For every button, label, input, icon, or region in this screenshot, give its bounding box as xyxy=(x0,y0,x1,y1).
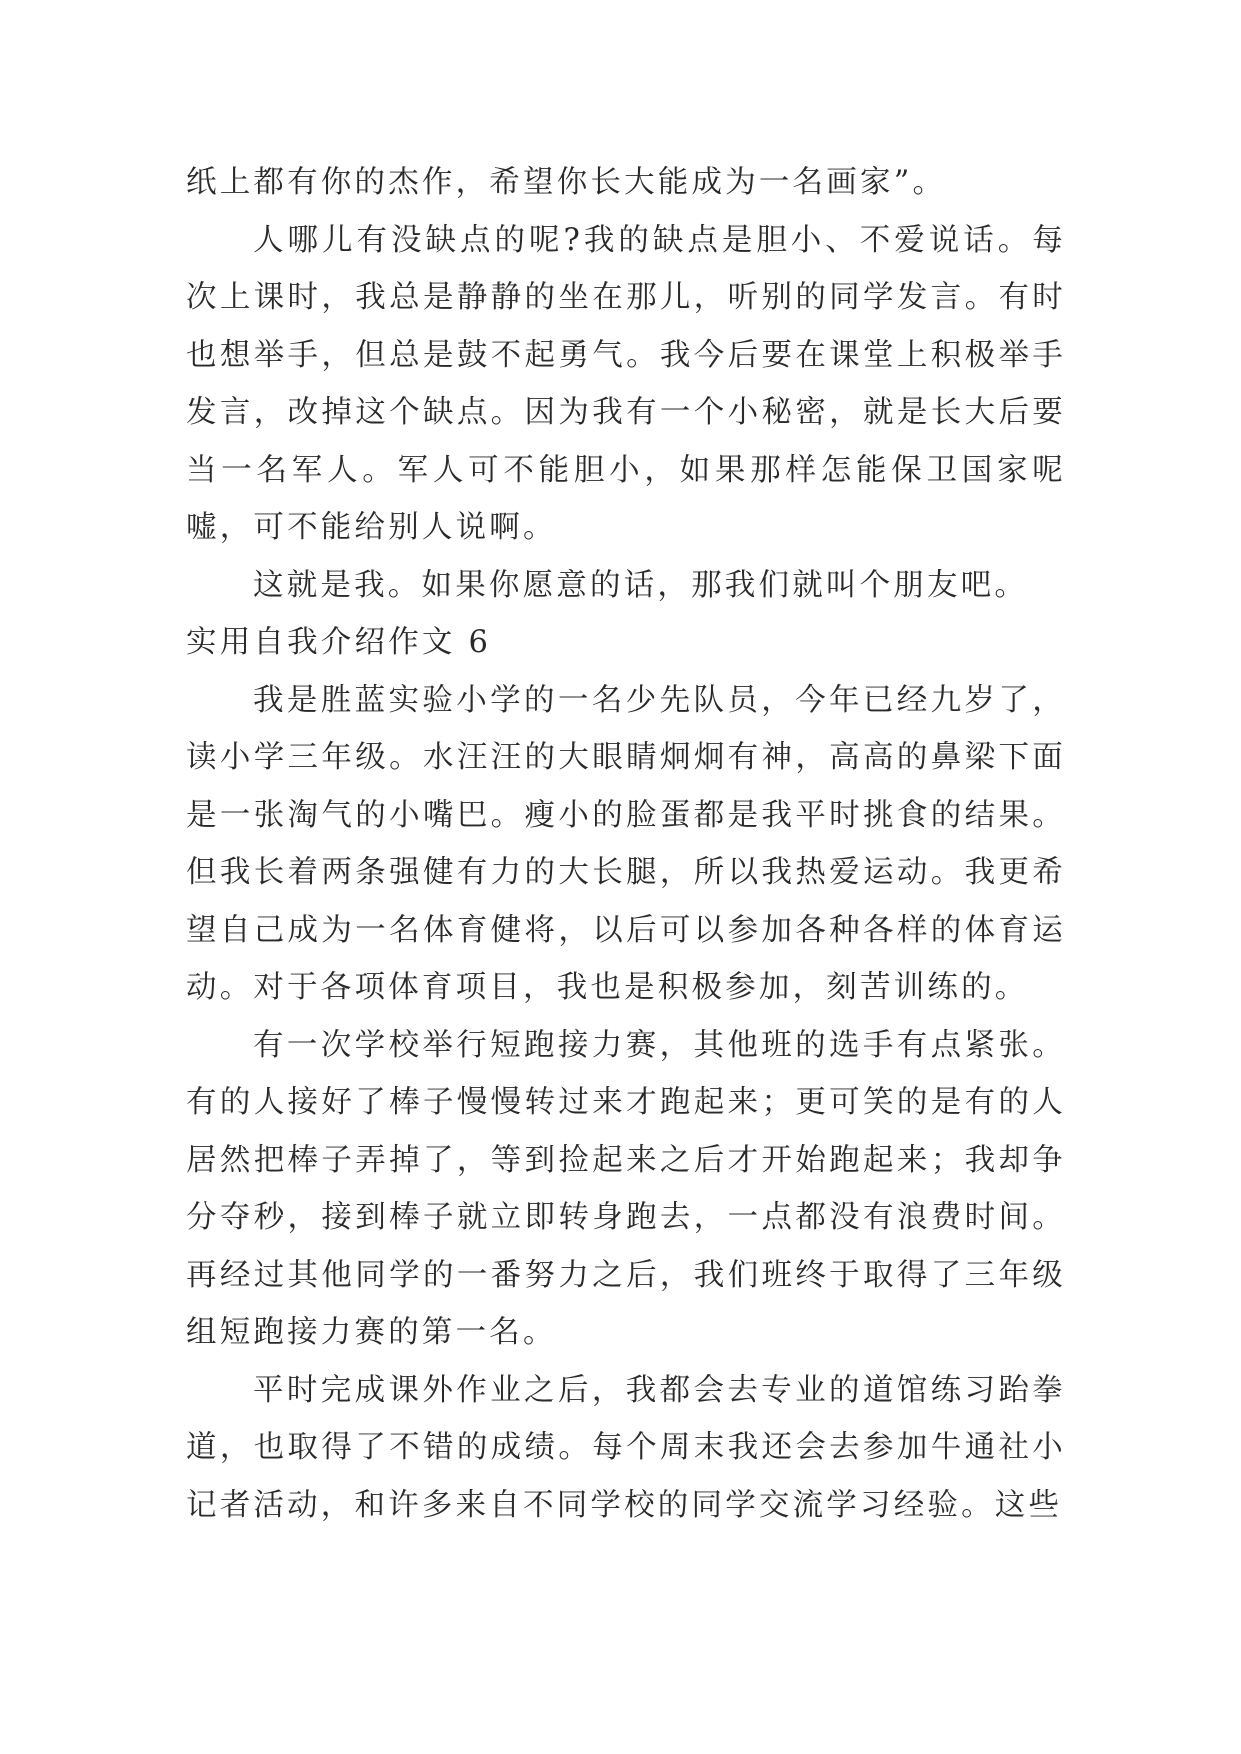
paragraph-intro: 我是胜蓝实验小学的一名少先队员，今年已经九岁了，读小学三年级。水汪汪的大眼睛炯炯有神，高高的鼻梁下面是一张淘气的小嘴巴。瘦小的脸蛋都是我平时挑食的结果。但我长着两条强健有力的大长腿，所以我热爱运动。我更希望自己成为一名体育健将，以后可以参加各种各样的体育运动。对于各项体育项目，我也是积极参加，刻苦训练的。 xyxy=(186,682,1066,1005)
paragraph-continued: 纸上都有你的杰作，希望你长大能成为一名画家”。 xyxy=(186,165,947,200)
section-title: 实用自我介绍作文 6 xyxy=(186,625,492,660)
paragraph-closing: 这就是我。如果你愿意的话，那我们就叫个朋友吧。 xyxy=(253,567,1029,603)
paragraph-taekwondo: 平时完成课外作业之后，我都会去专业的道馆练习跆拳道，也取得了不错的成绩。每个周末我还会去参加牛通社小记者活动，和许多来自不同学校的同学交流学习经验。这些 xyxy=(186,1372,1066,1523)
document-body xyxy=(186,154,1066,1534)
paragraph-relay-race: 有一次学校举行短跑接力赛，其他班的选手有点紧张。有的人接好了棒子慢慢转过来才跑起来；更可笑的是有的人居然把棒子弄掉了，等到捡起来之后才开始跑起来；我却争分夺秒，接到棒子就立即转身跑去，一点都没有浪费时间。再经过其他同学的一番努力之后，我们班终于取得了三年级组短跑接力赛的第一名。 xyxy=(186,1027,1066,1350)
paragraph-shortcomings: 人哪儿有没缺点的呢?我的缺点是胆小、不爱说话。每次上课时，我总是静静的坐在那儿，听别的同学发言。有时也想举手，但总是鼓不起勇气。我今后要在课堂上积极举手发言，改掉这个缺点。因为我有一个小秘密，就是长大后要当一名军人。军人可不能胆小，如果那样怎能保卫国家呢嘘，可不能给别人说啊。 xyxy=(186,222,1066,545)
